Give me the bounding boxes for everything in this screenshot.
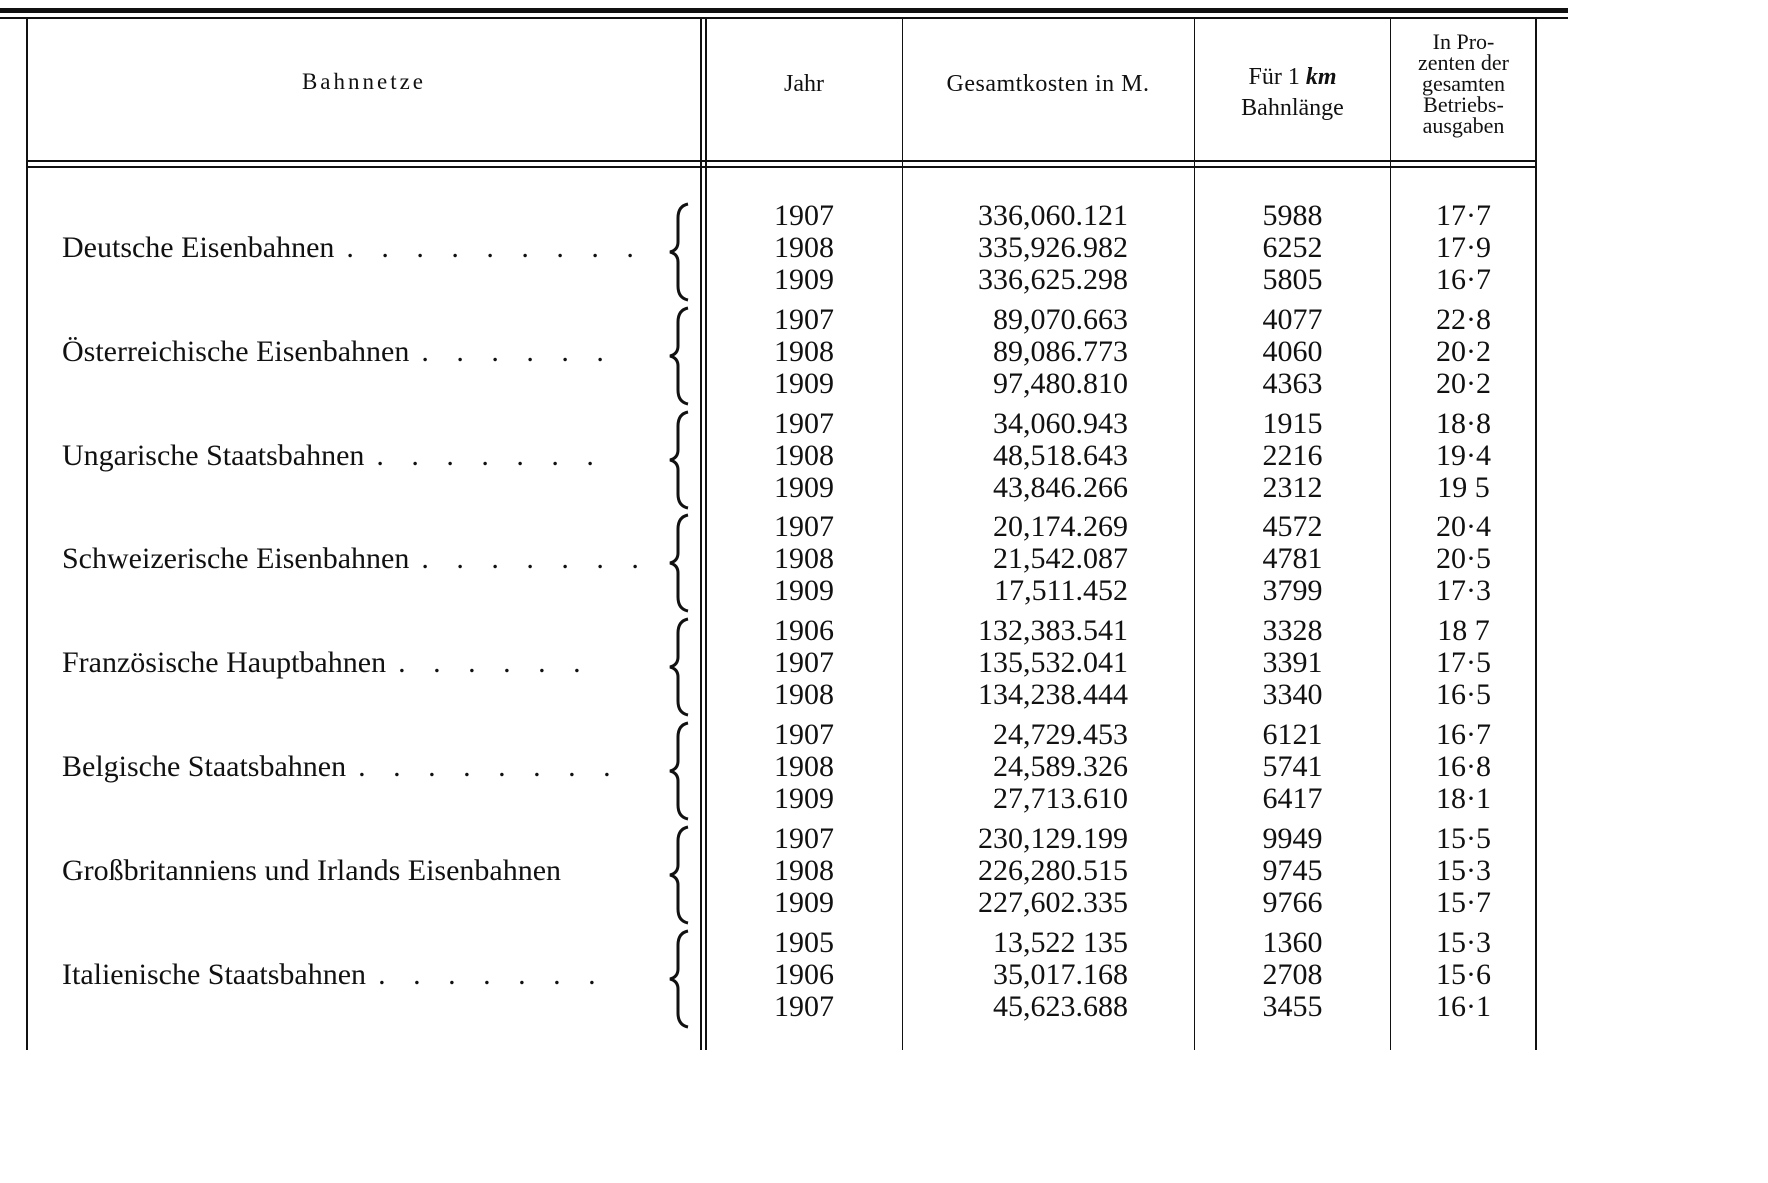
leader-dots: . . . . . .	[398, 646, 591, 680]
cell-perkm: 2216	[1262, 438, 1323, 472]
brace-icon	[664, 202, 694, 302]
cell-pct: 18·1	[1436, 782, 1491, 815]
cell-cost: 227,602.335	[978, 885, 1128, 919]
cell-perkm: 4077	[1262, 302, 1323, 336]
cell-pct: 16·1	[1436, 989, 1491, 1023]
cell-year: 1907	[774, 821, 834, 855]
cell-cost: 20,174.269	[993, 510, 1128, 544]
cell-pct: 18 7	[1437, 614, 1490, 648]
cell-cost: 27,713.610	[993, 782, 1128, 815]
cell-cost: 89,070.663	[993, 302, 1128, 336]
cell-cost: 132,383.541	[978, 614, 1128, 648]
cell-pct: 20·4	[1436, 510, 1491, 544]
leader-dots: . . . . . . .	[378, 957, 606, 991]
cell-perkm: 6121	[1262, 718, 1323, 751]
header-prozent-line-2: zenten der	[1418, 49, 1509, 75]
cell-perkm: 9766	[1262, 885, 1323, 919]
col-sep-name-a	[700, 19, 702, 1050]
header-bahnnetze: Bahnnetze	[301, 69, 427, 94]
cell-cost: 48,518.643	[993, 438, 1128, 472]
cell-pct: 15·5	[1436, 821, 1491, 855]
group-name	[62, 855, 573, 887]
group-name-label: Großbritanniens und Irlands Eisenbahnen	[62, 853, 562, 887]
cell-perkm: 1915	[1262, 406, 1323, 440]
cell-year: 1907	[774, 302, 834, 336]
cell-cost: 45,623.688	[993, 989, 1128, 1023]
cell-pct: 16·7	[1436, 263, 1491, 296]
group-name-label: Österreichische Eisenbahnen	[62, 334, 410, 368]
cell-year: 1908	[774, 542, 834, 576]
cell-cost: 21,542.087	[993, 542, 1128, 576]
cell-perkm: 6417	[1262, 782, 1323, 815]
col-sep-fuer	[1390, 19, 1391, 1050]
cell-cost: 35,017.168	[993, 957, 1128, 991]
cell-cost: 34,060.943	[993, 406, 1128, 440]
brace-icon	[664, 929, 694, 1029]
brace-icon	[664, 825, 694, 925]
group-name	[62, 440, 604, 472]
cell-pct: 16·5	[1436, 678, 1491, 712]
group-name	[62, 751, 621, 783]
group-name	[62, 647, 591, 679]
header-prozent	[1392, 29, 1535, 138]
cell-pct: 15·6	[1436, 957, 1491, 991]
header-prozent-line-1: In Pro-	[1432, 29, 1495, 54]
cell-cost: 336,060.121	[978, 199, 1128, 232]
cell-perkm: 2708	[1262, 957, 1323, 991]
cell-perkm: 3391	[1262, 646, 1323, 680]
cell-pct: 20·2	[1436, 334, 1491, 368]
group-name-label: Französische Hauptbahnen	[62, 646, 387, 680]
cell-perkm: 3455	[1262, 989, 1323, 1023]
cell-pct: 17·7	[1436, 199, 1491, 232]
cell-perkm: 4363	[1262, 366, 1323, 400]
header-rule-a	[26, 160, 1537, 162]
cell-perkm: 4781	[1262, 542, 1323, 576]
brace-icon	[664, 513, 694, 613]
cell-year: 1908	[774, 438, 834, 472]
leader-dots: . . . . . .	[421, 334, 614, 368]
cell-pct: 16·7	[1436, 718, 1491, 751]
cell-year: 1909	[774, 885, 834, 919]
header-bahnlaenge-label: Bahnlänge	[1241, 95, 1344, 122]
cell-perkm: 3340	[1262, 678, 1323, 712]
cell-perkm: 9745	[1262, 853, 1323, 887]
cell-pct: 15·7	[1436, 885, 1491, 919]
cell-year: 1909	[774, 366, 834, 400]
group-name	[62, 336, 614, 368]
cell-cost: 226,280.515	[978, 853, 1128, 887]
brace-icon	[664, 617, 694, 717]
header-km-label: km	[1305, 64, 1337, 90]
cell-cost: 135,532.041	[978, 646, 1128, 680]
cell-pct: 15·3	[1436, 853, 1491, 887]
cell-cost: 24,729.453	[993, 718, 1128, 751]
leader-dots: . . . . . . .	[421, 542, 649, 576]
header-rule-b	[26, 166, 1537, 168]
group-name-label: Deutsche Eisenbahnen	[62, 231, 335, 264]
cell-perkm: 5805	[1262, 263, 1323, 296]
cell-year: 1907	[774, 989, 834, 1023]
cell-perkm: 3328	[1262, 614, 1323, 648]
cell-perkm: 4572	[1262, 510, 1323, 544]
leader-dots: . . . . . . . .	[358, 750, 621, 783]
cell-year: 1908	[774, 334, 834, 368]
cell-pct: 19·4	[1436, 438, 1491, 472]
top-rule-thick	[0, 8, 1568, 13]
right-border	[1535, 19, 1537, 1050]
header-prozent-line-5: ausgaben	[1422, 112, 1505, 138]
cell-perkm: 3799	[1262, 574, 1323, 608]
cell-cost: 24,589.326	[993, 750, 1128, 783]
group-name-label: Ungarische Staatsbahnen	[62, 438, 365, 472]
cell-year: 1907	[774, 199, 834, 232]
cell-cost: 97,480.810	[993, 366, 1128, 400]
cell-perkm: 6252	[1262, 231, 1323, 264]
cell-pct: 17·5	[1436, 646, 1491, 680]
cell-pct: 22·8	[1436, 302, 1491, 336]
cell-perkm: 2312	[1262, 470, 1323, 504]
cell-year: 1908	[774, 678, 834, 712]
cell-year: 1907	[774, 510, 834, 544]
group-name-label: Schweizerische Eisenbahnen	[62, 542, 410, 576]
leader-dots: . . . . . . .	[376, 438, 604, 472]
cell-year: 1909	[774, 470, 834, 504]
cell-year: 1907	[774, 406, 834, 440]
cell-perkm: 5741	[1262, 750, 1323, 783]
group-name-label: Belgische Staatsbahnen	[62, 750, 347, 783]
group-name-label: Italienische Staatsbahnen	[62, 957, 367, 991]
brace-icon	[664, 721, 694, 821]
group-name	[62, 232, 644, 264]
header-prozent-line-3: gesamten	[1421, 70, 1506, 96]
brace-icon	[664, 306, 694, 406]
cell-year: 1907	[774, 646, 834, 680]
cell-year: 1909	[774, 782, 834, 815]
cell-pct: 18·8	[1436, 406, 1491, 440]
cell-year: 1909	[774, 574, 834, 608]
cell-pct: 20·2	[1436, 366, 1491, 400]
cell-year: 1908	[774, 231, 834, 264]
cell-cost: 89,086.773	[993, 334, 1128, 368]
cell-cost: 13,522 135	[993, 925, 1128, 959]
cell-year: 1908	[774, 750, 834, 783]
header-fuer-1-km	[1195, 62, 1390, 124]
header-jahr: Jahr	[784, 71, 824, 97]
cell-year: 1908	[774, 853, 834, 887]
left-border	[26, 19, 28, 1050]
cell-perkm: 9949	[1262, 821, 1323, 855]
header-gesamtkosten: Gesamtkosten in M.	[946, 71, 1150, 97]
cell-year: 1906	[774, 957, 834, 991]
cell-perkm: 1360	[1262, 925, 1323, 959]
cell-pct: 16·8	[1436, 750, 1491, 783]
cell-pct: 17·9	[1436, 231, 1491, 264]
cell-year: 1909	[774, 263, 834, 296]
cell-cost: 230,129.199	[978, 821, 1128, 855]
cell-cost: 336,625.298	[978, 263, 1128, 296]
cell-pct: 19 5	[1437, 470, 1490, 504]
cell-pct: 17·3	[1436, 574, 1491, 608]
group-name	[62, 543, 649, 575]
cell-cost: 17,511.452	[994, 574, 1128, 608]
cell-cost: 43,846.266	[993, 470, 1128, 504]
leader-dots: . . . . . . . . .	[346, 231, 644, 264]
header-fuer-label: Für 1	[1248, 64, 1300, 90]
cell-year: 1907	[774, 718, 834, 751]
cell-pct: 20·5	[1436, 542, 1491, 576]
cell-perkm: 4060	[1262, 334, 1323, 368]
cell-pct: 15·3	[1436, 925, 1491, 959]
cell-year: 1906	[774, 614, 834, 648]
group-name	[62, 959, 606, 991]
cell-year: 1905	[774, 925, 834, 959]
cell-cost: 134,238.444	[978, 678, 1128, 712]
header-prozent-line-4: Betriebs-	[1423, 91, 1504, 117]
cell-cost: 335,926.982	[978, 231, 1128, 264]
cell-perkm: 5988	[1262, 199, 1323, 232]
brace-icon	[664, 410, 694, 510]
top-rule-thin	[0, 17, 1568, 19]
